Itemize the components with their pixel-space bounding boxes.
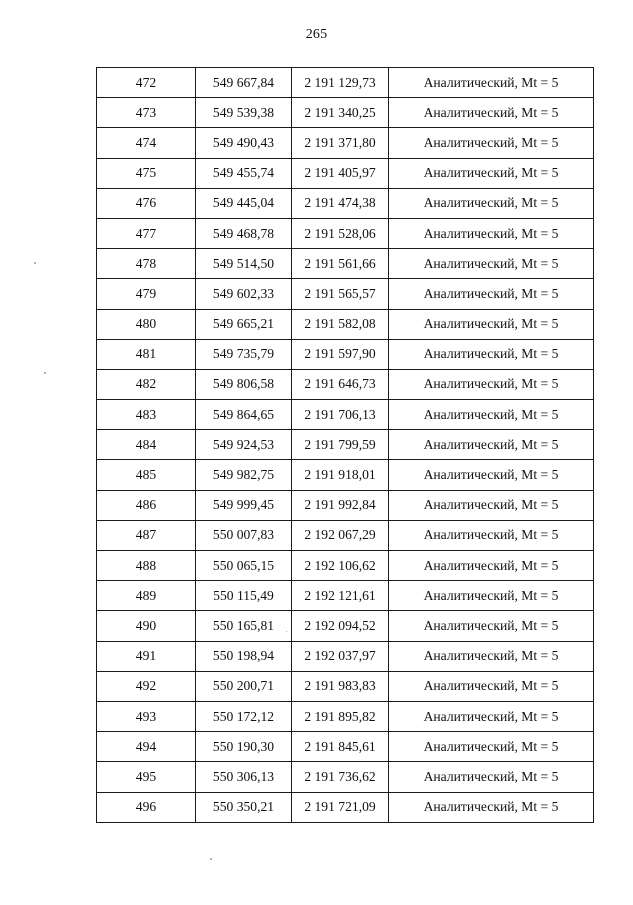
x-coordinate-cell: 549 445,04 [196,188,292,218]
x-coordinate-cell: 549 490,43 [196,128,292,158]
y-coordinate-cell: 2 192 094,52 [292,611,389,641]
y-coordinate-cell: 2 192 067,29 [292,520,389,550]
x-coordinate-cell: 549 602,33 [196,279,292,309]
row-number-cell: 482 [97,369,196,399]
row-number-cell: 489 [97,581,196,611]
page-number: 265 [305,27,328,42]
x-coordinate-cell: 550 172,12 [196,701,292,731]
table-row [97,581,594,611]
x-coordinate-cell: 550 350,21 [196,792,292,822]
x-coordinate-cell: 549 514,50 [196,249,292,279]
x-coordinate-cell: 549 665,21 [196,309,292,339]
y-coordinate-cell: 2 191 129,73 [292,68,389,98]
row-number-cell: 488 [97,551,196,581]
table-row [97,279,594,309]
y-coordinate-cell: 2 191 845,61 [292,732,389,762]
y-coordinate-cell: 2 191 565,57 [292,279,389,309]
method-cell: Аналитический, Mt = 5 [389,762,594,792]
y-coordinate-cell: 2 191 561,66 [292,249,389,279]
row-number-cell: 475 [97,158,196,188]
method-cell: Аналитический, Mt = 5 [389,460,594,490]
method-cell: Аналитический, Mt = 5 [389,98,594,128]
method-cell: Аналитический, Mt = 5 [389,430,594,460]
y-coordinate-cell: 2 191 528,06 [292,218,389,248]
method-cell: Аналитический, Mt = 5 [389,490,594,520]
table-row [97,611,594,641]
method-cell: Аналитический, Mt = 5 [389,279,594,309]
table-row [97,762,594,792]
y-coordinate-cell: 2 191 983,83 [292,671,389,701]
method-cell: Аналитический, Mt = 5 [389,732,594,762]
x-coordinate-cell: 550 065,15 [196,551,292,581]
method-cell: Аналитический, Mt = 5 [389,551,594,581]
method-cell: Аналитический, Mt = 5 [389,218,594,248]
row-number-cell: 493 [97,701,196,731]
method-cell: Аналитический, Mt = 5 [389,188,594,218]
table-row [97,249,594,279]
method-cell: Аналитический, Mt = 5 [389,339,594,369]
table-row [97,551,594,581]
table-row [97,400,594,430]
table-row [97,732,594,762]
x-coordinate-cell: 549 982,75 [196,460,292,490]
x-coordinate-cell: 550 200,71 [196,671,292,701]
row-number-cell: 484 [97,430,196,460]
x-coordinate-cell: 549 667,84 [196,68,292,98]
method-cell: Аналитический, Mt = 5 [389,701,594,731]
row-number-cell: 494 [97,732,196,762]
y-coordinate-cell: 2 191 405,97 [292,158,389,188]
y-coordinate-cell: 2 191 597,90 [292,339,389,369]
row-number-cell: 487 [97,520,196,550]
y-coordinate-cell: 2 191 582,08 [292,309,389,339]
row-number-cell: 479 [97,279,196,309]
table-row [97,98,594,128]
method-cell: Аналитический, Mt = 5 [389,581,594,611]
table-row [97,430,594,460]
y-coordinate-cell: 2 192 121,61 [292,581,389,611]
table-row [97,792,594,822]
table-row [97,158,594,188]
x-coordinate-cell: 549 468,78 [196,218,292,248]
row-number-cell: 473 [97,98,196,128]
y-coordinate-cell: 2 192 106,62 [292,551,389,581]
method-cell: Аналитический, Mt = 5 [389,369,594,399]
y-coordinate-cell: 2 191 474,38 [292,188,389,218]
x-coordinate-cell: 549 735,79 [196,339,292,369]
table-row [97,188,594,218]
y-coordinate-cell: 2 192 037,97 [292,641,389,671]
row-number-cell: 486 [97,490,196,520]
table-row [97,309,594,339]
row-number-cell: 474 [97,128,196,158]
y-coordinate-cell: 2 191 918,01 [292,460,389,490]
method-cell: Аналитический, Mt = 5 [389,792,594,822]
y-coordinate-cell: 2 191 646,73 [292,369,389,399]
y-coordinate-cell: 2 191 895,82 [292,701,389,731]
row-number-cell: 478 [97,249,196,279]
x-coordinate-cell: 549 999,45 [196,490,292,520]
method-cell: Аналитический, Mt = 5 [389,128,594,158]
table-row [97,490,594,520]
x-coordinate-cell: 549 806,58 [196,369,292,399]
row-number-cell: 472 [97,68,196,98]
y-coordinate-cell: 2 191 340,25 [292,98,389,128]
y-coordinate-cell: 2 191 992,84 [292,490,389,520]
y-coordinate-cell: 2 191 371,80 [292,128,389,158]
table-row [97,460,594,490]
y-coordinate-cell: 2 191 799,59 [292,430,389,460]
method-cell: Аналитический, Mt = 5 [389,309,594,339]
row-number-cell: 483 [97,400,196,430]
row-number-cell: 492 [97,671,196,701]
x-coordinate-cell: 550 115,49 [196,581,292,611]
table-row [97,218,594,248]
row-number-cell: 480 [97,309,196,339]
row-number-cell: 476 [97,188,196,218]
x-coordinate-cell: 549 455,74 [196,158,292,188]
row-number-cell: 481 [97,339,196,369]
coordinates-table [96,67,594,823]
method-cell: Аналитический, Mt = 5 [389,520,594,550]
x-coordinate-cell: 549 924,53 [196,430,292,460]
y-coordinate-cell: 2 191 721,09 [292,792,389,822]
row-number-cell: 490 [97,611,196,641]
table-row [97,369,594,399]
y-coordinate-cell: 2 191 706,13 [292,400,389,430]
x-coordinate-cell: 549 539,38 [196,98,292,128]
x-coordinate-cell: 550 190,30 [196,732,292,762]
method-cell: Аналитический, Mt = 5 [389,671,594,701]
table-row [97,339,594,369]
table-row [97,128,594,158]
method-cell: Аналитический, Mt = 5 [389,641,594,671]
method-cell: Аналитический, Mt = 5 [389,611,594,641]
scan-speck [210,858,212,860]
scan-speck [286,631,287,632]
table-row [97,701,594,731]
y-coordinate-cell: 2 191 736,62 [292,762,389,792]
table-row [97,68,594,98]
row-number-cell: 491 [97,641,196,671]
row-number-cell: 495 [97,762,196,792]
table-row [97,641,594,671]
table-row [97,520,594,550]
x-coordinate-cell: 550 165,81 [196,611,292,641]
x-coordinate-cell: 549 864,65 [196,400,292,430]
method-cell: Аналитический, Mt = 5 [389,68,594,98]
row-number-cell: 485 [97,460,196,490]
method-cell: Аналитический, Mt = 5 [389,400,594,430]
method-cell: Аналитический, Mt = 5 [389,249,594,279]
x-coordinate-cell: 550 198,94 [196,641,292,671]
row-number-cell: 496 [97,792,196,822]
scan-speck [44,372,46,374]
scan-speck [34,262,36,264]
method-cell: Аналитический, Mt = 5 [389,158,594,188]
x-coordinate-cell: 550 306,13 [196,762,292,792]
x-coordinate-cell: 550 007,83 [196,520,292,550]
table-row [97,671,594,701]
row-number-cell: 477 [97,218,196,248]
coordinates-table-body [97,68,594,823]
